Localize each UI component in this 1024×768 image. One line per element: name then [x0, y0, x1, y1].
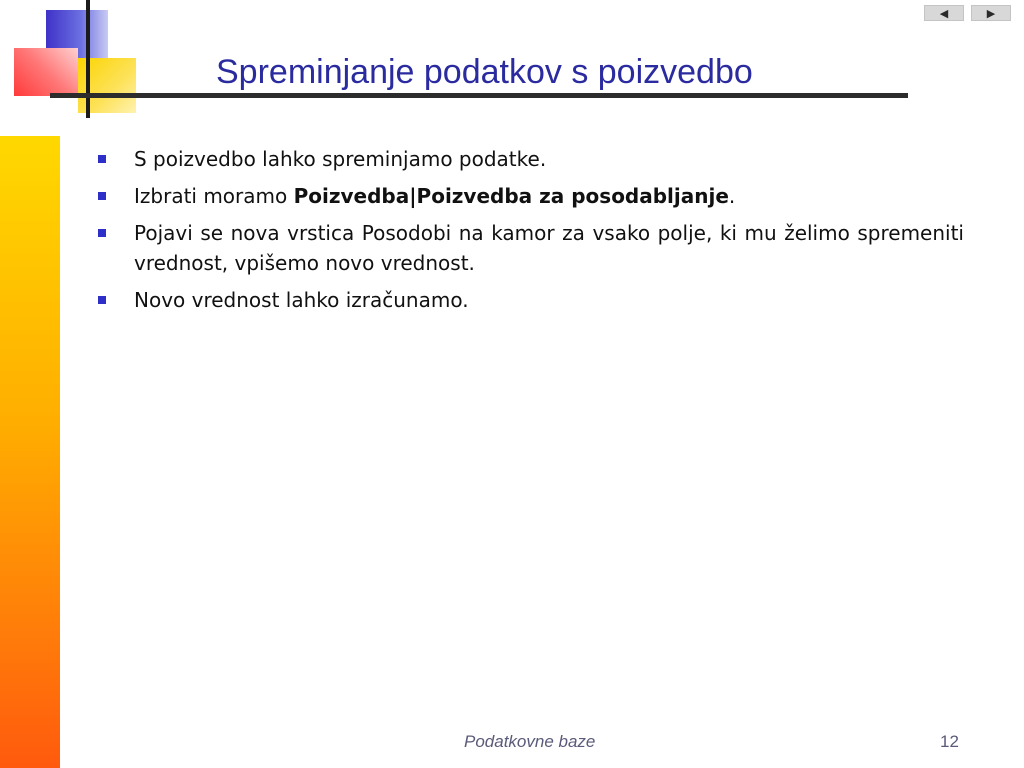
slide-title: Spreminjanje podatkov s poizvedbo — [216, 53, 753, 91]
bullet-list — [96, 144, 964, 322]
bullet-item — [96, 218, 964, 278]
logo-vertical-line — [86, 0, 90, 118]
side-gradient-bar — [0, 136, 60, 768]
decorative-logo — [0, 0, 220, 120]
bullet-item — [96, 144, 964, 174]
bullet-text-suffix: . — [728, 184, 736, 208]
next-slide-button[interactable] — [971, 5, 1011, 21]
square-bullet-icon — [98, 192, 106, 200]
bullet-item — [96, 181, 964, 211]
bullet-text: S poizvedbo lahko spreminjamo podatke. — [134, 147, 547, 171]
footer-title: Podatkovne baze — [464, 732, 596, 751]
logo-red-square — [14, 48, 78, 96]
square-bullet-icon — [98, 155, 106, 163]
bullet-text: Novo vrednost lahko izračunamo. — [134, 288, 469, 312]
bullet-text: Pojavi se nova vrstica Posodobi na kamor za vsako polje, ki mu želimo spremeniti vrednost, vpišemo novo vrednost. — [134, 221, 964, 275]
page-number: 12 — [940, 732, 959, 751]
triangle-left-icon: ◀ — [939, 6, 949, 20]
menu-path-bold: Poizvedba|Poizvedba za posodabljanje — [293, 184, 729, 208]
square-bullet-icon — [98, 296, 106, 304]
square-bullet-icon — [98, 229, 106, 237]
bullet-text: Izbrati moramo — [134, 184, 294, 208]
triangle-right-icon: ▶ — [986, 6, 996, 20]
previous-slide-button[interactable] — [924, 5, 964, 21]
bullet-item — [96, 285, 964, 315]
